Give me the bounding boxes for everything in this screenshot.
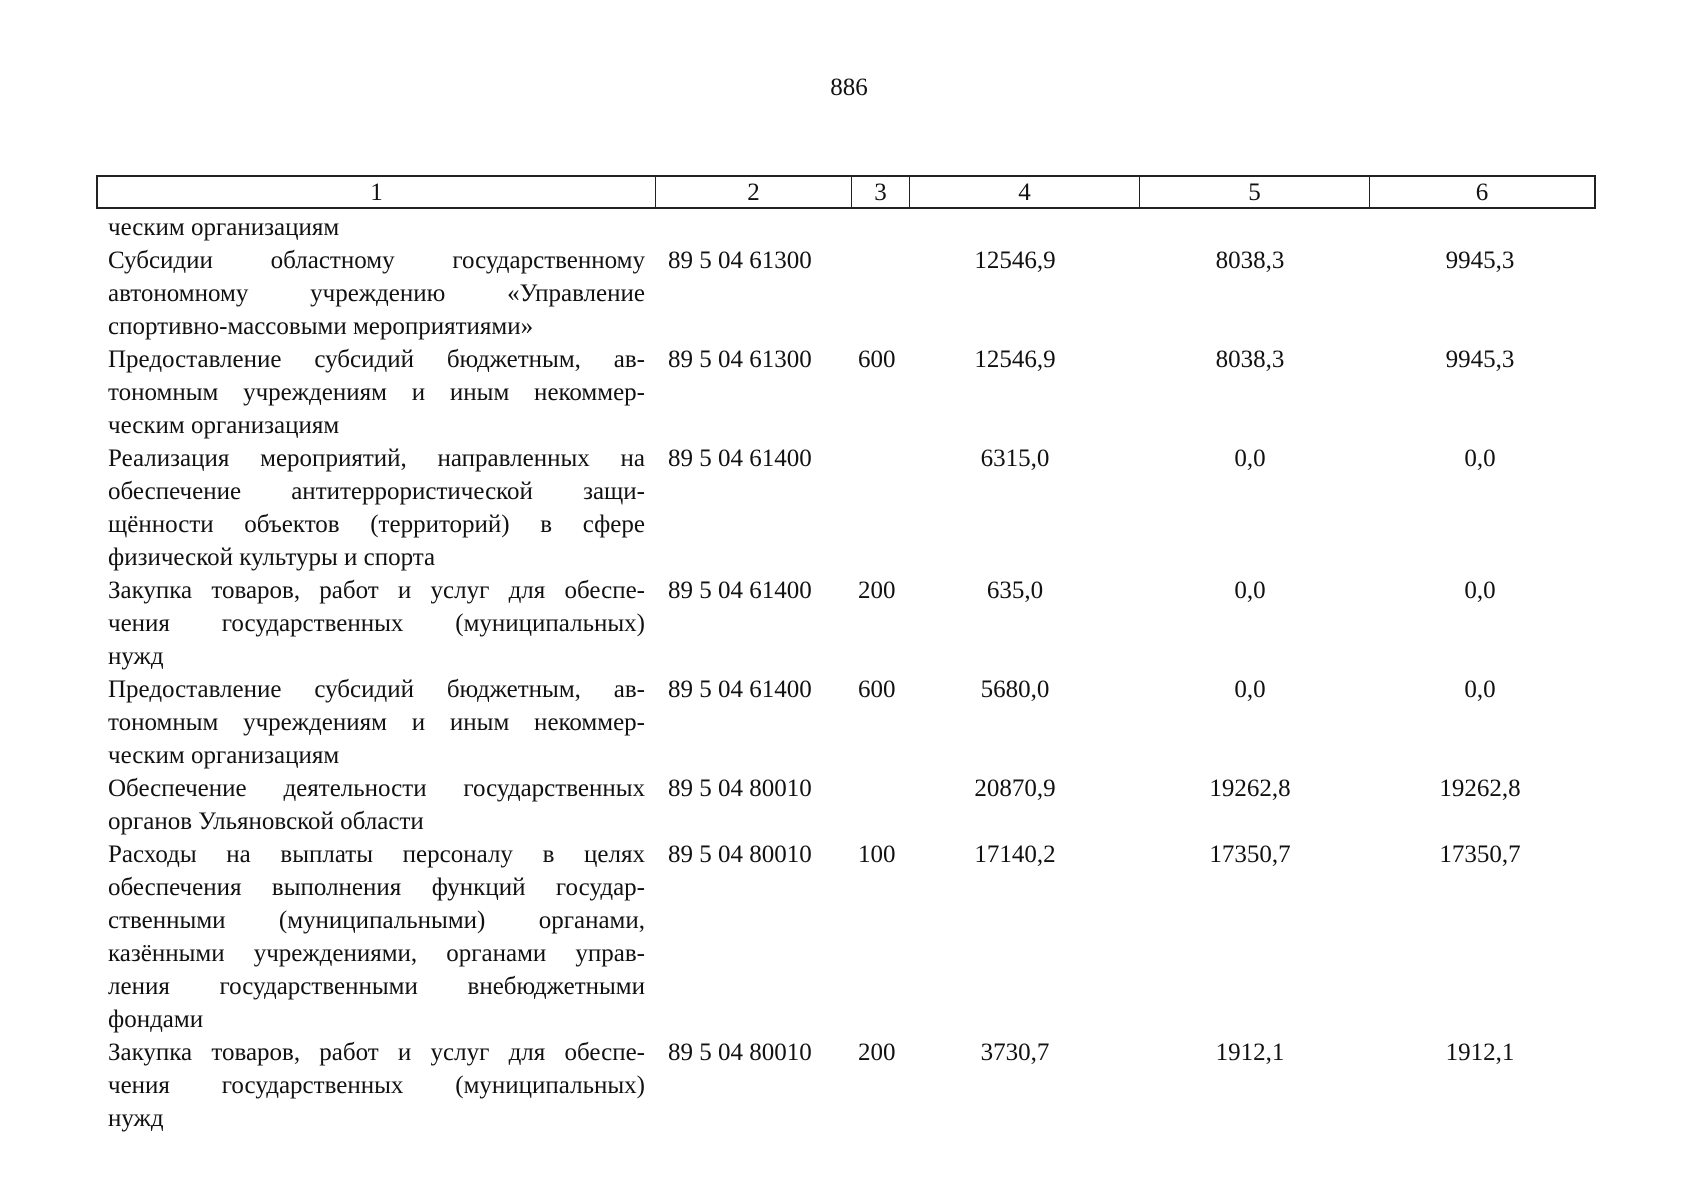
row-value-col5: 8038,3: [1215, 247, 1285, 274]
row-value-col4: 635,0: [986, 577, 1044, 604]
description-line: Субсидии областному государственному: [108, 247, 645, 274]
description-line: чения государственных (муниципальных): [108, 1072, 645, 1099]
header-col-4: 4: [910, 177, 1140, 207]
table-row: [0, 574, 1698, 673]
header-col-3: 3: [852, 177, 910, 207]
table-row: [0, 1036, 1698, 1135]
row-type: 200: [858, 577, 896, 604]
row-type: 200: [858, 1039, 896, 1066]
row-value-col5: 8038,3: [1215, 346, 1285, 373]
description-line: ления государственными внебюджетными: [108, 973, 645, 1000]
description-line: чения государственных (муниципальных): [108, 610, 645, 637]
row-value-col5: 19262,8: [1209, 775, 1291, 802]
row-value-col5: 0,0: [1234, 676, 1266, 703]
row-type: 100: [858, 841, 896, 868]
header-col-1: 1: [98, 177, 656, 207]
description-line: органов Ульяновской области: [108, 808, 424, 835]
row-code: 89 5 04 61300: [668, 247, 812, 274]
row-description: [108, 442, 645, 574]
row-code: 89 5 04 80010: [668, 775, 812, 802]
row-code: 89 5 04 61300: [668, 346, 812, 373]
description-line: Закупка товаров, работ и услуг для обеспе-: [108, 577, 645, 604]
row-value-col5: 0,0: [1234, 445, 1266, 472]
row-type: 600: [858, 676, 896, 703]
table-row: [0, 673, 1698, 772]
row-value-col6: 0,0: [1464, 676, 1496, 703]
row-code: 89 5 04 80010: [668, 841, 812, 868]
description-line: тономным учреждениям и иным некоммер-: [108, 379, 645, 406]
description-line: нужд: [108, 1105, 164, 1132]
row-value-col5: 17350,7: [1209, 841, 1291, 868]
row-code: 89 5 04 61400: [668, 577, 812, 604]
header-col-5: 5: [1140, 177, 1370, 207]
description-line: фондами: [108, 1006, 204, 1033]
row-description: [108, 838, 645, 1036]
row-value-col4: 12546,9: [974, 247, 1056, 274]
row-value-col5: 1912,1: [1215, 1039, 1285, 1066]
header-col-6: 6: [1475, 179, 1489, 206]
row-value-col4: 6315,0: [980, 445, 1050, 472]
table-row: [0, 442, 1698, 574]
table-row: [0, 772, 1698, 838]
row-value-col6: 17350,7: [1439, 841, 1521, 868]
description-line: обеспечения выполнения функций государ-: [108, 874, 645, 901]
row-description: [108, 574, 645, 673]
row-type: 600: [858, 346, 896, 373]
description-line: ческим организациям: [108, 412, 340, 439]
description-line: Предоставление субсидий бюджетным, ав-: [108, 676, 645, 703]
table-body: [0, 211, 1698, 1135]
row-code: 89 5 04 61400: [668, 676, 812, 703]
description-line: Закупка товаров, работ и услуг для обеспе-: [108, 1039, 645, 1066]
table-row: [0, 838, 1698, 1036]
description-line: ственными (муниципальными) органами,: [108, 907, 645, 934]
description-line: автономному учреждению «Управление: [108, 280, 645, 307]
description-line: ческим организациям: [108, 742, 340, 769]
table-row: [0, 244, 1698, 343]
row-value-col6: 0,0: [1464, 445, 1496, 472]
row-value-col6: 19262,8: [1439, 775, 1521, 802]
description-line: Реализация мероприятий, направленных на: [108, 445, 645, 472]
description-line: Расходы на выплаты персоналу в целях: [108, 841, 645, 868]
description-line: физической культуры и спорта: [108, 544, 436, 571]
table-header: [96, 175, 1596, 209]
description-line: казёнными учреждениями, органами управ-: [108, 940, 645, 967]
table-row: [0, 211, 1698, 244]
row-description: [108, 244, 645, 343]
row-value-col4: 17140,2: [974, 841, 1056, 868]
description-line: Предоставление субсидий бюджетным, ав-: [108, 346, 645, 373]
page-number: 886: [830, 74, 868, 101]
description-line: тономным учреждениям и иным некоммер-: [108, 709, 645, 736]
row-code: 89 5 04 80010: [668, 1039, 812, 1066]
row-description: [108, 673, 645, 772]
row-value-col6: 1912,1: [1445, 1039, 1515, 1066]
table-row: [0, 343, 1698, 442]
row-code: 89 5 04 61400: [668, 445, 812, 472]
description-line: спортивно-массовыми мероприятиями»: [108, 313, 534, 340]
row-value-col6: 0,0: [1464, 577, 1496, 604]
description-line: ческим организациям: [108, 214, 340, 241]
row-value-col5: 0,0: [1234, 577, 1266, 604]
description-line: щённости объектов (территорий) в сфере: [108, 511, 645, 538]
row-value-col4: 5680,0: [980, 676, 1050, 703]
header-col-2: 2: [656, 177, 852, 207]
description-line: Обеспечение деятельности государственных: [108, 775, 645, 802]
row-description: [108, 772, 645, 838]
row-description: [108, 343, 645, 442]
row-value-col4: 3730,7: [980, 1039, 1050, 1066]
row-value-col4: 20870,9: [974, 775, 1056, 802]
row-description: [108, 1036, 645, 1135]
description-line: нужд: [108, 643, 164, 670]
row-value-col4: 12546,9: [974, 346, 1056, 373]
row-description: [108, 211, 645, 244]
row-value-col6: 9945,3: [1445, 247, 1515, 274]
description-line: обеспечение антитеррористической защи-: [108, 478, 645, 505]
row-value-col6: 9945,3: [1445, 346, 1515, 373]
